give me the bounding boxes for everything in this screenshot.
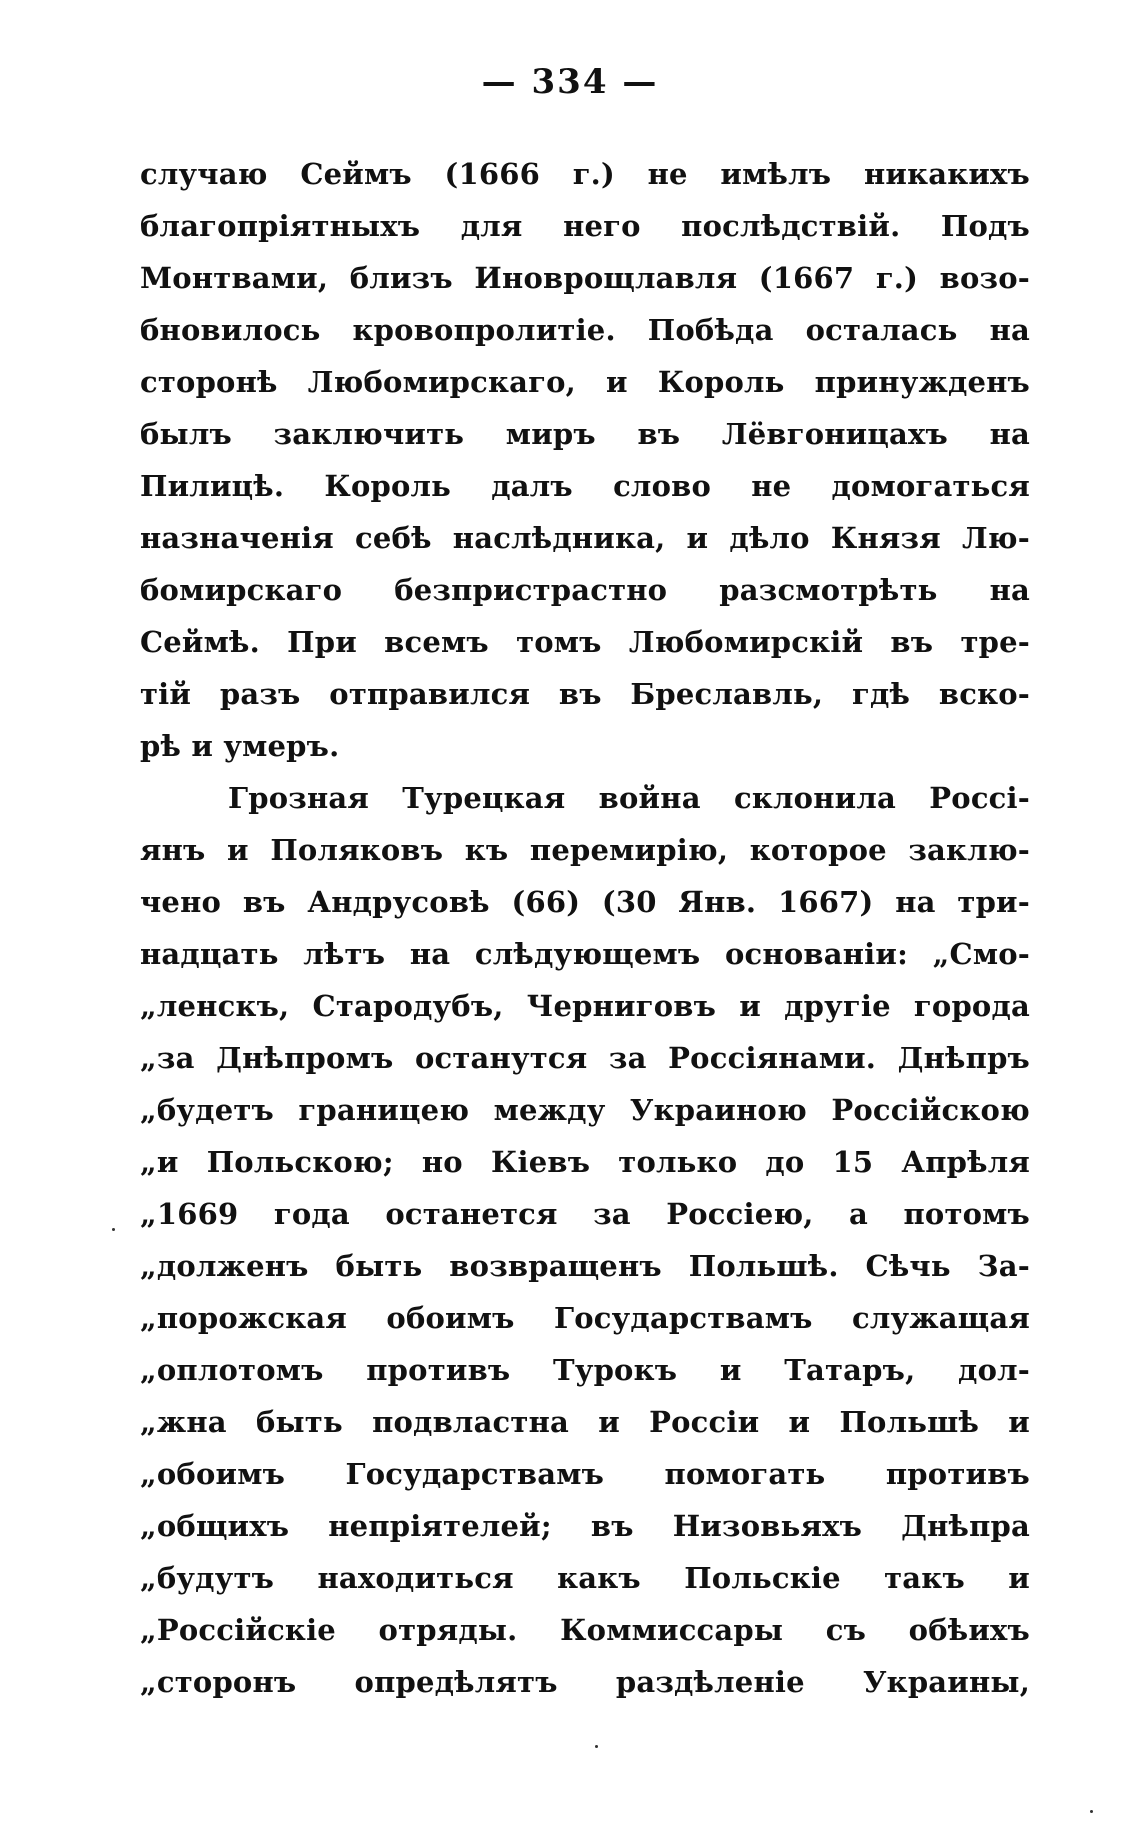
paragraph-start-line: Грозная Турецкая война склонила Россі- — [228, 781, 1030, 815]
text-line: рѣ и умеръ. — [140, 729, 340, 763]
text-line: сторонѣ Любомирскаго, и Король принужденъ — [140, 365, 1030, 399]
print-speck — [112, 1228, 115, 1231]
print-speck — [595, 1745, 598, 1748]
text-line: „оплотомъ противъ Турокъ и Татаръ, дол- — [140, 1353, 1030, 1387]
text-line: чено въ Андрусовѣ (66) (30 Янв. 1667) на три- — [140, 885, 1030, 919]
text-line: „сторонъ опредѣлятъ раздѣленіе Украины, — [140, 1665, 1030, 1699]
text-line: „обоимъ Государствамъ помогать противъ — [140, 1457, 1030, 1491]
text-line: назначенія себѣ наслѣдника, и дѣло Князя Лю- — [140, 521, 1030, 555]
text-line: „и Польскою; но Кіевъ только до 15 Апрѣля — [140, 1145, 1030, 1179]
text-line: „жна быть подвластна и Россіи и Польшѣ и — [140, 1405, 1030, 1439]
text-line: „ленскъ, Стародубъ, Черниговъ и другіе города — [140, 989, 1030, 1023]
body-text — [140, 148, 1030, 1708]
text-line: янъ и Поляковъ къ перемирію, которое заклю- — [140, 833, 1030, 867]
page-number: — 334 — — [481, 62, 659, 102]
text-line: Монтвами, близъ Иноврощлавля (1667 г.) возо- — [140, 261, 1030, 295]
text-line: „долженъ быть возвращенъ Польшѣ. Сѣчь За- — [140, 1249, 1030, 1283]
text-line: „за Днѣпромъ останутся за Россіянами. Днѣпръ — [140, 1041, 1030, 1075]
print-speck — [1090, 1810, 1093, 1813]
text-line: благопріятныхъ для него послѣдствій. Подъ — [140, 209, 1030, 243]
text-line: Пилицѣ. Король далъ слово не домогаться — [140, 469, 1030, 503]
text-line: „будетъ границею между Украиною Россійскою — [140, 1093, 1030, 1127]
text-line: бновилось кровопролитіе. Побѣда осталась на — [140, 313, 1030, 347]
text-line: „1669 года останется за Россіею, а потомъ — [140, 1197, 1030, 1231]
text-line: случаю Сеймъ (1666 г.) не имѣлъ никакихъ — [140, 157, 1030, 191]
text-line: бомирскаго безпристрастно разсмотрѣть на — [140, 573, 1030, 607]
text-line: „общихъ непріятелей; въ Низовьяхъ Днѣпра — [140, 1509, 1030, 1543]
text-line: тій разъ отправился въ Бреславль, гдѣ вско- — [140, 677, 1030, 711]
text-line: „Россійскіе отряды. Коммиссары съ обѣихъ — [140, 1613, 1030, 1647]
text-line: „порожская обоимъ Государствамъ служащая — [140, 1301, 1030, 1335]
text-line: надцать лѣтъ на слѣдующемъ основаніи: „Смо- — [140, 937, 1030, 971]
text-line: Сеймѣ. При всемъ томъ Любомирскій въ тре- — [140, 625, 1030, 659]
text-line: „будутъ находиться какъ Польскіе такъ и — [140, 1561, 1030, 1595]
text-line: былъ заключить миръ въ Лёвгоницахъ на — [140, 417, 1030, 451]
